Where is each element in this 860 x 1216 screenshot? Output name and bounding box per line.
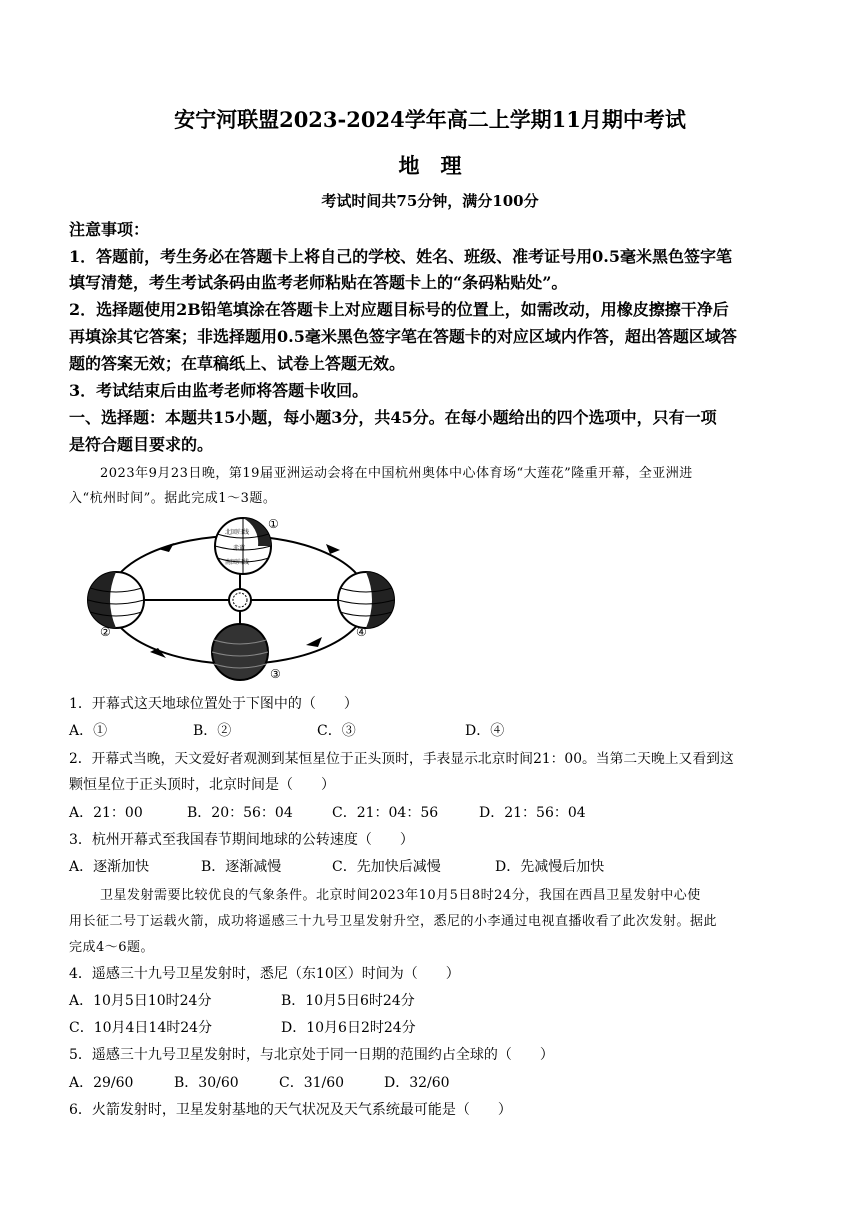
option-d: D．10月6日2时24分 <box>281 1020 416 1036</box>
option-c: C．先加快后减慢 <box>332 859 441 875</box>
sun-icon <box>229 589 251 611</box>
option-b: B．30/60 <box>174 1075 239 1091</box>
earth-orbit-diagram <box>78 512 396 684</box>
question-1-options <box>69 720 769 740</box>
passage-2-line-1: 卫星发射需要比较优良的气象条件。北京时间2023年10月5日8时24分，我国在西昌卫星发射中心使 <box>100 888 701 903</box>
notice-heading: 注意事项： <box>69 220 150 239</box>
option-b: B．10月5日6时24分 <box>281 993 415 1009</box>
svg-text:赤道: 赤道 <box>233 545 246 552</box>
label-position-1: ① <box>268 517 279 531</box>
label-position-3: ③ <box>270 667 281 681</box>
section-1-heading-line-2: 是符合题目要求的。 <box>69 435 214 454</box>
subject-title: 地 理 <box>398 153 462 178</box>
globe-position-1 <box>215 518 271 574</box>
option-a: A．逐渐加快 <box>69 859 150 875</box>
question-4-options-row-1 <box>69 990 769 1010</box>
question-2-options <box>69 802 769 822</box>
notice-item-2-line-1: 2．选择题使用2B铅笔填涂在答题卡上对应题目标号的位置上，如需改动，用橡皮擦擦干净后 <box>69 300 729 319</box>
question-6-stem: 6．火箭发射时，卫星发射基地的天气状况及天气系统最可能是（ ） <box>69 1102 512 1118</box>
option-c: C．③ <box>317 723 356 739</box>
option-a: A．21：00 <box>69 805 143 821</box>
passage-1-line-1: 2023年9月23日晚，第19届亚洲运动会将在中国杭州奥体中心体育场“大莲花”隆重开幕，全亚洲进 <box>100 466 693 481</box>
globe-position-4 <box>338 572 394 628</box>
passage-2-line-3: 完成4～6题。 <box>69 940 155 955</box>
notice-item-2-line-3: 题的答案无效；在草稿纸上、试卷上答题无效。 <box>69 354 406 373</box>
svg-text:南回归线: 南回归线 <box>225 559 250 566</box>
notice-item-3: 3．考试结束后由监考老师将答题卡收回。 <box>69 381 369 400</box>
section-1-heading-line-1: 一、选择题：本题共15小题，每小题3分，共45分。在每小题给出的四个选项中，只有一项 <box>69 408 717 427</box>
notice-item-1-line-2: 填写清楚，考生考试条码由监考老师粘贴在答题卡上的“条码粘贴处”。 <box>69 273 568 292</box>
option-a: A．29/60 <box>69 1075 134 1091</box>
option-a: A．① <box>69 723 108 739</box>
option-b: B．逐渐减慢 <box>201 859 282 875</box>
question-5-options <box>69 1072 769 1092</box>
passage-2-line-2: 用长征二号丁运载火箭，成功将遥感三十九号卫星发射升空，悉尼的小李通过电视直播收看了此次发射。据此 <box>69 914 718 929</box>
passage-1-line-2: 入“杭州时间”。据此完成1～3题。 <box>69 491 277 506</box>
option-b: B．② <box>193 723 232 739</box>
globe-position-2 <box>88 572 144 628</box>
option-d: D．21：56：04 <box>479 805 586 821</box>
question-5-stem: 5．遥感三十九号卫星发射时，与北京处于同一日期的范围约占全球的（ ） <box>69 1047 554 1063</box>
question-2-stem-line-2: 颗恒星位于正头顶时，北京时间是（ ） <box>69 777 335 793</box>
question-3-options <box>69 856 769 876</box>
label-position-2: ② <box>100 625 111 639</box>
option-a: A．10月5日10时24分 <box>69 993 212 1009</box>
question-4-stem: 4．遥感三十九号卫星发射时，悉尼（东10区）时间为（ ） <box>69 966 460 982</box>
option-d: D．32/60 <box>384 1075 450 1091</box>
question-4-options-row-2 <box>69 1017 769 1037</box>
option-d: D．先减慢后加快 <box>495 859 605 875</box>
label-position-4: ④ <box>356 625 367 639</box>
question-2-stem-line-1: 2．开幕式当晚，天文爱好者观测到某恒星位于正头顶时，手表显示北京时间21：00。当第二天晚上又看到这 <box>69 751 734 767</box>
globe-position-3 <box>212 624 268 680</box>
svg-text:北回归线: 北回归线 <box>225 529 250 536</box>
option-b: B．20：56：04 <box>187 805 293 821</box>
notice-item-1-line-1: 1．答题前，考生务必在答题卡上将自己的学校、姓名、班级、准考证号用0.5毫米黑色签字笔 <box>69 247 732 266</box>
exam-title: 安宁河联盟2023-2024学年高二上学期11月期中考试 <box>174 107 686 132</box>
option-d: D．④ <box>465 723 505 739</box>
option-c: C．21：04：56 <box>332 805 439 821</box>
notice-item-2-line-2: 再填涂其它答案；非选择题用0.5毫米黑色签字笔在答题卡的对应区域内作答，超出答题区域答 <box>69 327 737 346</box>
exam-time-info: 考试时间共75分钟，满分100分 <box>321 192 539 210</box>
question-3-stem: 3．杭州开幕式至我国春节期间地球的公转速度（ ） <box>69 832 414 848</box>
option-c: C．10月4日14时24分 <box>69 1020 213 1036</box>
question-1-stem: 1．开幕式这天地球位置处于下图中的（ ） <box>69 696 358 712</box>
option-c: C．31/60 <box>279 1075 345 1091</box>
